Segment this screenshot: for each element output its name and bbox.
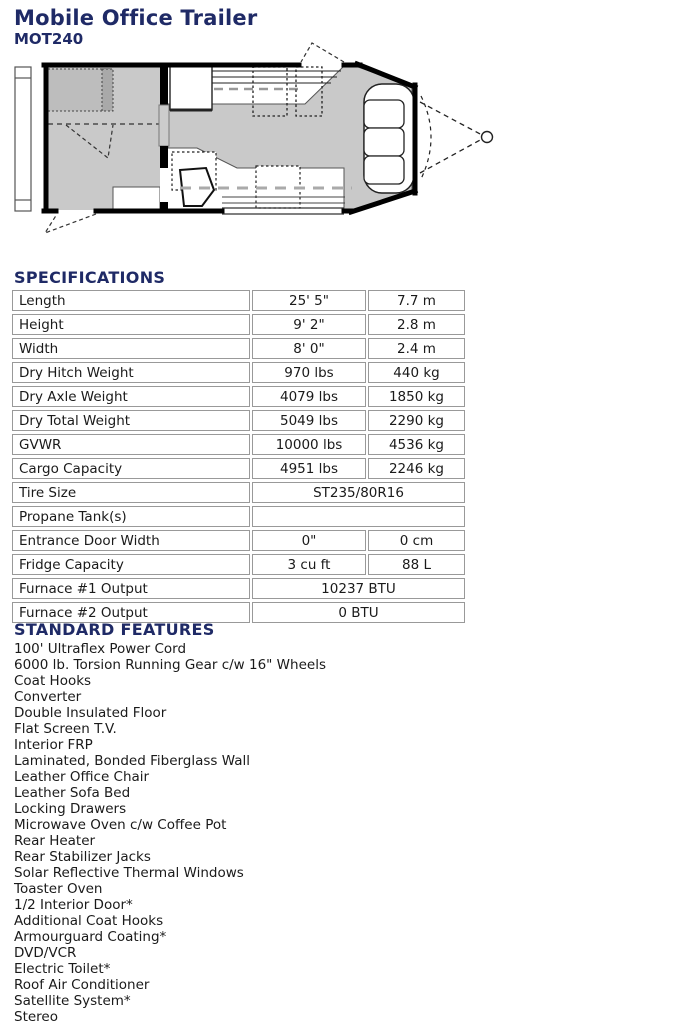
spec-value-metric: 4536 kg <box>368 434 465 455</box>
feature-item: Rear Stabilizer Jacks <box>14 849 151 865</box>
entry-door-swing <box>301 43 344 62</box>
spec-label: GVWR <box>12 434 250 455</box>
spec-label: Length <box>12 290 250 311</box>
feature-item: Leather Sofa Bed <box>14 785 131 801</box>
specifications-table <box>10 287 467 626</box>
spec-value-imperial: 4951 lbs <box>252 458 366 479</box>
features-list <box>14 641 326 1025</box>
spec-value-metric: 2246 kg <box>368 458 465 479</box>
page-title: Mobile Office Trailer <box>14 6 258 30</box>
feature-item: Leather Office Chair <box>14 769 150 785</box>
spec-label: Width <box>12 338 250 359</box>
window-band <box>222 208 344 214</box>
spec-value-metric: 88 L <box>368 554 465 575</box>
spec-value: 10237 BTU <box>252 578 465 599</box>
spec-row <box>12 482 465 503</box>
spec-label: Furnace #1 Output <box>12 578 250 599</box>
spec-row <box>12 410 465 431</box>
spec-label: Dry Axle Weight <box>12 386 250 407</box>
feature-item: Double Insulated Floor <box>14 705 167 721</box>
spec-value-metric: 2290 kg <box>368 410 465 431</box>
spec-label: Entrance Door Width <box>12 530 250 551</box>
spec-label: Fridge Capacity <box>12 554 250 575</box>
feature-item: Armourguard Coating* <box>14 929 167 945</box>
spec-label: Dry Hitch Weight <box>12 362 250 383</box>
feature-item: Coat Hooks <box>14 673 92 689</box>
spec-value-metric: 2.8 m <box>368 314 465 335</box>
spec-value: 0 BTU <box>252 602 465 623</box>
specifications-table-wrap <box>10 287 467 626</box>
spec-label: Furnace #2 Output <box>12 602 250 623</box>
spec-row <box>12 530 465 551</box>
feature-item: Solar Reflective Thermal Windows <box>14 865 244 881</box>
feature-item: Converter <box>14 689 82 705</box>
spec-row <box>12 554 465 575</box>
floor-plan <box>0 40 688 255</box>
feature-item: Satellite System* <box>14 993 131 1009</box>
spec-label: Propane Tank(s) <box>12 506 250 527</box>
model-number: MOT240 <box>14 30 84 48</box>
rear-cabinet <box>113 187 160 209</box>
feature-item: Electric Toilet* <box>14 961 111 977</box>
spec-value: ST235/80R16 <box>252 482 465 503</box>
spec-value-metric: 1850 kg <box>368 386 465 407</box>
spec-value-imperial: 8' 0" <box>252 338 366 359</box>
spec-row <box>12 578 465 599</box>
spec-row <box>12 386 465 407</box>
pocket-door-wall <box>159 65 169 212</box>
spec-row <box>12 362 465 383</box>
spec-row <box>12 290 465 311</box>
feature-item: 6000 lb. Torsion Running Gear c/w 16" Wheels <box>14 657 326 673</box>
trailer-hitch-icon <box>420 96 493 179</box>
feature-item: Locking Drawers <box>14 801 127 817</box>
sofa <box>364 84 414 193</box>
spec-label: Tire Size <box>12 482 250 503</box>
spec-row <box>12 314 465 335</box>
spec-value-metric: 0 cm <box>368 530 465 551</box>
spec-value-metric: 440 kg <box>368 362 465 383</box>
spec-value-imperial: 970 lbs <box>252 362 366 383</box>
spec-value-imperial: 10000 lbs <box>252 434 366 455</box>
spec-row <box>12 338 465 359</box>
spec-row <box>12 506 465 527</box>
feature-item: 100' Ultraflex Power Cord <box>14 641 187 657</box>
feature-item: Microwave Oven c/w Coffee Pot <box>14 817 227 833</box>
spec-value-metric: 7.7 m <box>368 290 465 311</box>
spec-value-imperial: 3 cu ft <box>252 554 366 575</box>
feature-item: 1/2 Interior Door* <box>14 897 133 913</box>
feature-item: Roof Air Conditioner <box>14 977 150 993</box>
feature-item: Stereo <box>14 1009 58 1025</box>
spec-label: Height <box>12 314 250 335</box>
spec-row <box>12 434 465 455</box>
feature-item: Toaster Oven <box>14 881 103 897</box>
spec-value-metric: 2.4 m <box>368 338 465 359</box>
feature-item: DVD/VCR <box>14 945 77 961</box>
specifications-heading: SPECIFICATIONS <box>14 268 166 287</box>
features-heading: STANDARD FEATURES <box>14 620 215 639</box>
spec-label: Dry Total Weight <box>12 410 250 431</box>
feature-item: Laminated, Bonded Fiberglass Wall <box>14 753 251 769</box>
rear-door-swing <box>45 214 96 233</box>
feature-item: Interior FRP <box>14 737 93 753</box>
spec-label: Cargo Capacity <box>12 458 250 479</box>
feature-item: Additional Coat Hooks <box>14 913 164 929</box>
rear-bumper <box>15 67 31 211</box>
spec-value <box>252 506 465 527</box>
spec-value-imperial: 4079 lbs <box>252 386 366 407</box>
spec-value-imperial: 9' 2" <box>252 314 366 335</box>
spec-row <box>12 458 465 479</box>
feature-item: Rear Heater <box>14 833 96 849</box>
spec-value-imperial: 5049 lbs <box>252 410 366 431</box>
feature-item: Flat Screen T.V. <box>14 721 117 737</box>
spec-value-imperial: 0" <box>252 530 366 551</box>
spec-value-imperial: 25' 5" <box>252 290 366 311</box>
